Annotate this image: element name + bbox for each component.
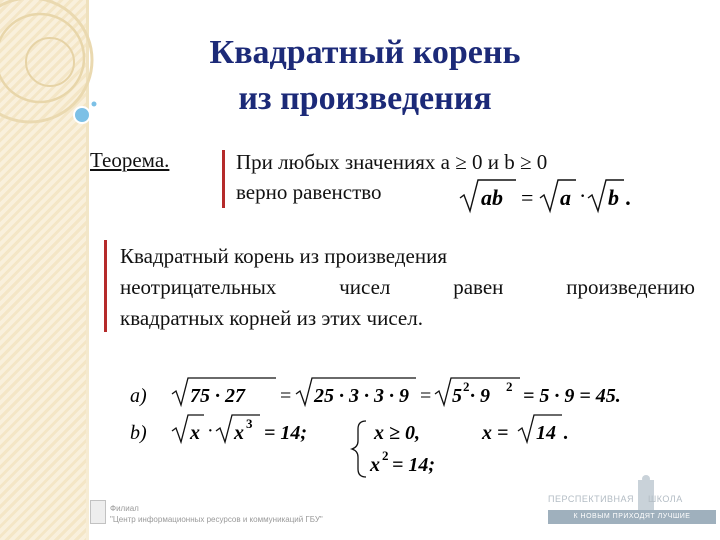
title-line-1: Квадратный корень [209, 34, 521, 71]
example-a-t3a-exp: 2 [463, 379, 470, 394]
statement-line-2: неотрицательных чисел равен произведению [120, 275, 695, 299]
example-a-eq1: = [280, 385, 292, 407]
page-title [130, 30, 600, 122]
formula-a: a [560, 185, 571, 210]
title-line-2: из произведения [238, 80, 492, 117]
theorem-line-2: верно равенство [236, 180, 382, 204]
footer-right-word-2: ШКОЛА [648, 494, 683, 504]
example-b-answer-rad: 14 [536, 422, 556, 444]
publisher-logo-icon [90, 500, 106, 524]
example-b-cond1: x ≥ 0, [374, 422, 420, 444]
ring-medium [0, 14, 84, 102]
ring-blue-dot-small [92, 102, 97, 107]
example-b-cond2-res: = 14; [392, 454, 436, 476]
statement-line-3: квадратных корней из этих чисел. [120, 306, 423, 330]
examples [130, 375, 690, 485]
example-b-r2-exp: 3 [246, 416, 253, 431]
example-b-cond2: x [370, 454, 380, 476]
statement-line-1: Квадратный корень из произведения [120, 244, 447, 268]
theorem-formula [458, 176, 648, 216]
statement-text [120, 241, 695, 334]
footer-left-line-1: Филиал [110, 504, 139, 513]
ring-large [0, 0, 92, 122]
decorative-rings [0, 0, 140, 150]
example-a-t2: 25 · 3 · 3 · 9 [314, 385, 409, 407]
example-a-label: a) [130, 385, 147, 407]
example-b-r2: x [234, 422, 244, 444]
example-b-r1: x [190, 422, 200, 444]
theorem-label: Теорема. [90, 148, 170, 172]
example-a-t1: 75 · 27 [190, 385, 245, 407]
formula-end: . [626, 185, 632, 210]
example-b-answer-end: . [563, 422, 568, 444]
example-b-label: b) [130, 422, 147, 444]
theorem-line-1: При любых значениях a ≥ 0 и b ≥ 0 [236, 150, 548, 174]
footer-right-word-1: ПЕРСПЕКТИВНАЯ [548, 494, 635, 504]
footer-left-line-2: "Центр информационных ресурсов и коммуникаций ГБУ" [110, 515, 323, 524]
formula-dot: · [579, 183, 587, 208]
example-b-res: = 14; [264, 422, 308, 444]
example-b-dot: · [207, 420, 214, 442]
footer-right-logo [548, 474, 716, 530]
ring-blue-dot [74, 107, 90, 123]
formula-eq: = [521, 185, 534, 210]
system-brace [352, 421, 366, 477]
example-b-cond2-exp: 2 [382, 448, 389, 463]
example-a-t3mid: · 9 [470, 385, 490, 407]
example-a-eq2: = [420, 385, 432, 407]
example-a-t3a: 5 [452, 385, 462, 407]
formula-ab: ab [481, 185, 503, 210]
example-a-t4: = 5 · 9 = 45. [523, 385, 621, 407]
formula-b: b [608, 185, 619, 210]
ring-small [26, 38, 74, 86]
example-b-answer-lhs: x = [482, 422, 509, 444]
theorem-accent-bar [222, 150, 225, 208]
school-figure-icon [632, 474, 660, 510]
footer-left [90, 500, 390, 530]
footer-right-banner: К НОВЫМ ПРИХОДЯТ ЛУЧШИЕ [548, 510, 716, 524]
statement-accent-bar [104, 240, 107, 332]
example-a-t3b-exp: 2 [506, 379, 513, 394]
